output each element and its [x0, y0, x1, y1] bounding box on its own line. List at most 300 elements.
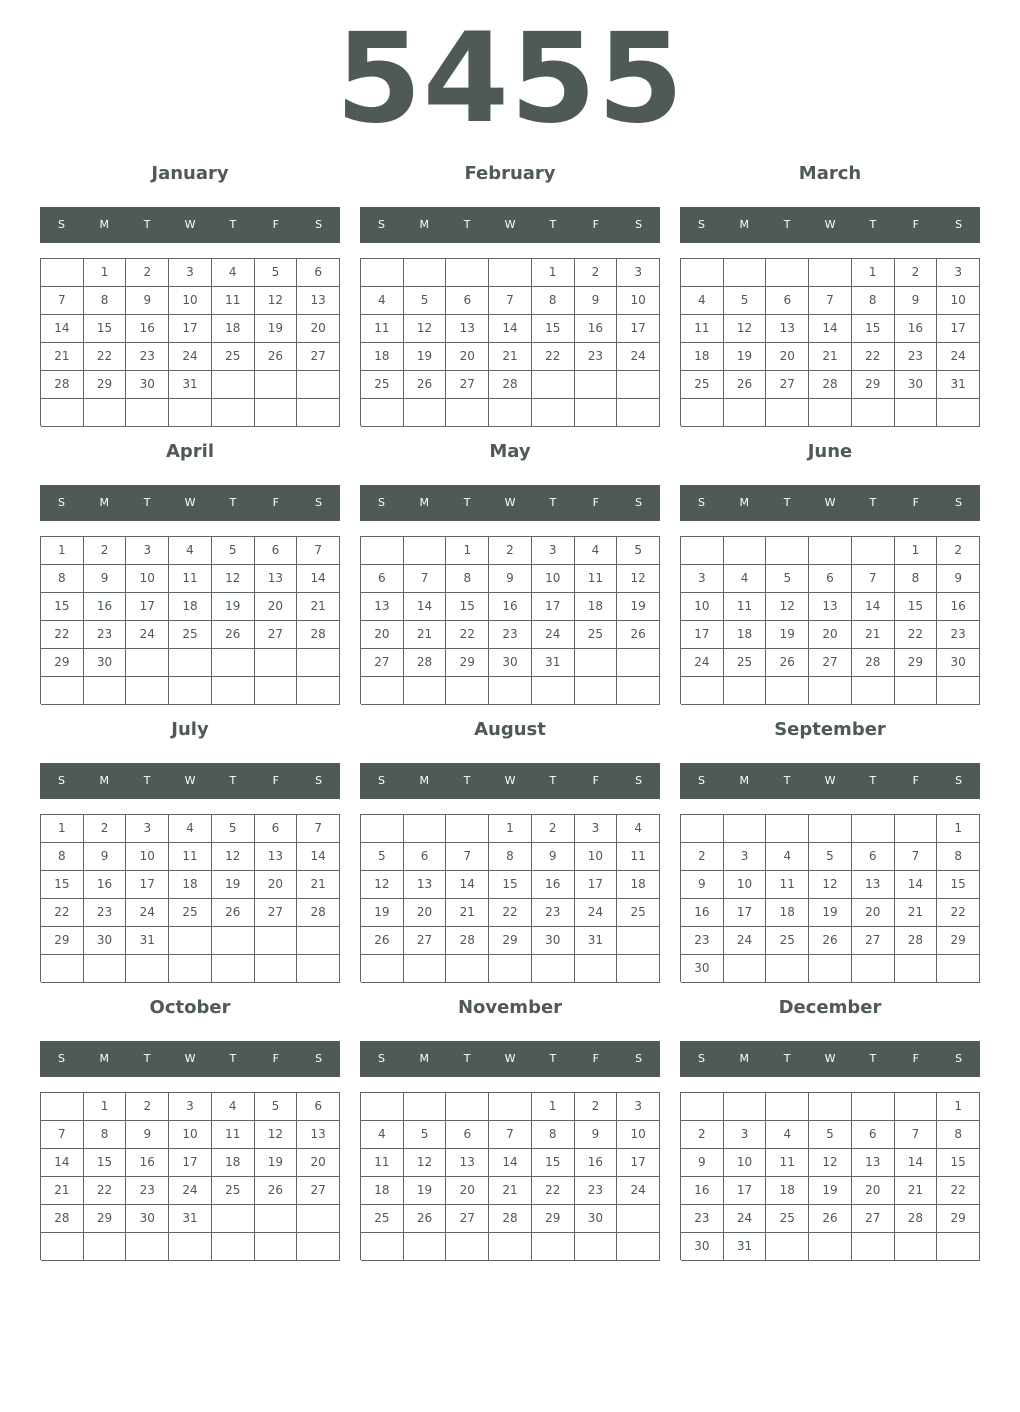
day-cell[interactable]: 30 [126, 371, 169, 399]
day-cell[interactable]: 2 [126, 1093, 169, 1121]
day-cell[interactable]: 27 [404, 927, 447, 955]
day-cell[interactable]: 17 [575, 871, 618, 899]
day-cell[interactable]: 2 [575, 259, 618, 287]
day-cell[interactable]: 5 [404, 287, 447, 315]
day-cell[interactable]: 9 [937, 565, 980, 593]
day-cell[interactable]: 15 [532, 1149, 575, 1177]
day-cell[interactable]: 8 [41, 565, 84, 593]
day-cell[interactable]: 4 [766, 1121, 809, 1149]
day-cell[interactable]: 18 [361, 343, 404, 371]
day-cell[interactable]: 3 [617, 1093, 660, 1121]
day-cell[interactable]: 25 [766, 927, 809, 955]
day-cell[interactable]: 15 [84, 1149, 127, 1177]
day-cell[interactable]: 11 [766, 1149, 809, 1177]
day-cell[interactable]: 12 [404, 1149, 447, 1177]
day-cell[interactable]: 12 [255, 287, 298, 315]
day-cell[interactable]: 3 [724, 1121, 767, 1149]
day-cell[interactable]: 17 [617, 1149, 660, 1177]
day-cell[interactable]: 21 [41, 1177, 84, 1205]
day-cell[interactable]: 15 [532, 315, 575, 343]
day-cell[interactable]: 19 [212, 871, 255, 899]
day-cell[interactable]: 17 [681, 621, 724, 649]
day-cell[interactable]: 8 [937, 1121, 980, 1149]
day-cell[interactable]: 4 [169, 815, 212, 843]
day-cell[interactable]: 12 [809, 1149, 852, 1177]
day-cell[interactable]: 11 [212, 287, 255, 315]
day-cell[interactable]: 10 [617, 287, 660, 315]
day-cell[interactable]: 8 [532, 1121, 575, 1149]
day-cell[interactable]: 20 [766, 343, 809, 371]
day-cell[interactable]: 1 [84, 1093, 127, 1121]
day-cell[interactable]: 8 [84, 287, 127, 315]
day-cell[interactable]: 29 [84, 1205, 127, 1233]
day-cell[interactable]: 31 [575, 927, 618, 955]
day-cell[interactable]: 10 [169, 287, 212, 315]
day-cell[interactable]: 15 [895, 593, 938, 621]
day-cell[interactable]: 23 [575, 1177, 618, 1205]
day-cell[interactable]: 19 [809, 899, 852, 927]
day-cell[interactable]: 11 [212, 1121, 255, 1149]
day-cell[interactable]: 18 [575, 593, 618, 621]
day-cell[interactable]: 1 [84, 259, 127, 287]
day-cell[interactable]: 13 [297, 287, 340, 315]
day-cell[interactable]: 25 [361, 1205, 404, 1233]
day-cell[interactable]: 12 [404, 315, 447, 343]
day-cell[interactable]: 14 [404, 593, 447, 621]
day-cell[interactable]: 13 [809, 593, 852, 621]
day-cell[interactable]: 6 [255, 537, 298, 565]
day-cell[interactable]: 22 [937, 899, 980, 927]
day-cell[interactable]: 9 [681, 1149, 724, 1177]
day-cell[interactable]: 1 [41, 537, 84, 565]
day-cell[interactable]: 23 [84, 621, 127, 649]
day-cell[interactable]: 31 [169, 371, 212, 399]
day-cell[interactable]: 23 [681, 1205, 724, 1233]
day-cell[interactable]: 5 [212, 537, 255, 565]
day-cell[interactable]: 23 [681, 927, 724, 955]
day-cell[interactable]: 2 [895, 259, 938, 287]
day-cell[interactable]: 26 [766, 649, 809, 677]
day-cell[interactable]: 10 [617, 1121, 660, 1149]
day-cell[interactable]: 20 [446, 1177, 489, 1205]
day-cell[interactable]: 7 [41, 287, 84, 315]
day-cell[interactable]: 16 [84, 593, 127, 621]
day-cell[interactable]: 26 [361, 927, 404, 955]
day-cell[interactable]: 11 [361, 315, 404, 343]
day-cell[interactable]: 16 [575, 315, 618, 343]
day-cell[interactable]: 27 [297, 1177, 340, 1205]
day-cell[interactable]: 16 [575, 1149, 618, 1177]
day-cell[interactable]: 25 [212, 1177, 255, 1205]
day-cell[interactable]: 5 [809, 1121, 852, 1149]
day-cell[interactable]: 11 [724, 593, 767, 621]
day-cell[interactable]: 13 [446, 1149, 489, 1177]
day-cell[interactable]: 25 [766, 1205, 809, 1233]
day-cell[interactable]: 25 [575, 621, 618, 649]
day-cell[interactable]: 9 [681, 871, 724, 899]
day-cell[interactable]: 16 [937, 593, 980, 621]
day-cell[interactable]: 8 [84, 1121, 127, 1149]
day-cell[interactable]: 20 [404, 899, 447, 927]
day-cell[interactable]: 18 [681, 343, 724, 371]
day-cell[interactable]: 1 [489, 815, 532, 843]
day-cell[interactable]: 3 [532, 537, 575, 565]
day-cell[interactable]: 29 [41, 649, 84, 677]
day-cell[interactable]: 19 [255, 315, 298, 343]
day-cell[interactable]: 6 [255, 815, 298, 843]
day-cell[interactable]: 16 [126, 1149, 169, 1177]
day-cell[interactable]: 15 [937, 871, 980, 899]
day-cell[interactable]: 14 [446, 871, 489, 899]
day-cell[interactable]: 27 [446, 371, 489, 399]
day-cell[interactable]: 16 [895, 315, 938, 343]
day-cell[interactable]: 21 [809, 343, 852, 371]
day-cell[interactable]: 21 [895, 1177, 938, 1205]
day-cell[interactable]: 15 [852, 315, 895, 343]
day-cell[interactable]: 17 [169, 1149, 212, 1177]
day-cell[interactable]: 4 [212, 259, 255, 287]
day-cell[interactable]: 1 [852, 259, 895, 287]
day-cell[interactable]: 31 [169, 1205, 212, 1233]
day-cell[interactable]: 13 [297, 1121, 340, 1149]
day-cell[interactable]: 4 [724, 565, 767, 593]
day-cell[interactable]: 26 [404, 371, 447, 399]
day-cell[interactable]: 15 [84, 315, 127, 343]
day-cell[interactable]: 3 [126, 537, 169, 565]
day-cell[interactable]: 26 [617, 621, 660, 649]
day-cell[interactable]: 11 [617, 843, 660, 871]
day-cell[interactable]: 3 [937, 259, 980, 287]
day-cell[interactable]: 22 [41, 899, 84, 927]
day-cell[interactable]: 26 [809, 927, 852, 955]
day-cell[interactable]: 13 [766, 315, 809, 343]
day-cell[interactable]: 17 [169, 315, 212, 343]
day-cell[interactable]: 10 [681, 593, 724, 621]
day-cell[interactable]: 24 [532, 621, 575, 649]
day-cell[interactable]: 7 [895, 843, 938, 871]
day-cell[interactable]: 16 [681, 1177, 724, 1205]
day-cell[interactable]: 12 [724, 315, 767, 343]
day-cell[interactable]: 11 [169, 565, 212, 593]
day-cell[interactable]: 8 [895, 565, 938, 593]
day-cell[interactable]: 4 [681, 287, 724, 315]
day-cell[interactable]: 9 [126, 1121, 169, 1149]
day-cell[interactable]: 3 [126, 815, 169, 843]
day-cell[interactable]: 19 [404, 1177, 447, 1205]
day-cell[interactable]: 14 [297, 565, 340, 593]
day-cell[interactable]: 3 [681, 565, 724, 593]
day-cell[interactable]: 21 [489, 1177, 532, 1205]
day-cell[interactable]: 12 [255, 1121, 298, 1149]
day-cell[interactable]: 23 [532, 899, 575, 927]
day-cell[interactable]: 5 [255, 1093, 298, 1121]
day-cell[interactable]: 19 [361, 899, 404, 927]
day-cell[interactable]: 28 [404, 649, 447, 677]
day-cell[interactable]: 30 [937, 649, 980, 677]
day-cell[interactable]: 29 [532, 1205, 575, 1233]
day-cell[interactable]: 25 [681, 371, 724, 399]
day-cell[interactable]: 6 [446, 1121, 489, 1149]
day-cell[interactable]: 9 [895, 287, 938, 315]
day-cell[interactable]: 3 [169, 259, 212, 287]
day-cell[interactable]: 28 [41, 1205, 84, 1233]
day-cell[interactable]: 26 [212, 899, 255, 927]
day-cell[interactable]: 13 [446, 315, 489, 343]
day-cell[interactable]: 27 [361, 649, 404, 677]
day-cell[interactable]: 2 [126, 259, 169, 287]
day-cell[interactable]: 6 [766, 287, 809, 315]
day-cell[interactable]: 21 [41, 343, 84, 371]
day-cell[interactable]: 8 [937, 843, 980, 871]
day-cell[interactable]: 24 [937, 343, 980, 371]
day-cell[interactable]: 24 [724, 927, 767, 955]
day-cell[interactable]: 2 [681, 843, 724, 871]
day-cell[interactable]: 17 [617, 315, 660, 343]
day-cell[interactable]: 14 [41, 1149, 84, 1177]
day-cell[interactable]: 26 [724, 371, 767, 399]
day-cell[interactable]: 22 [446, 621, 489, 649]
day-cell[interactable]: 10 [532, 565, 575, 593]
day-cell[interactable]: 3 [617, 259, 660, 287]
day-cell[interactable]: 17 [126, 871, 169, 899]
day-cell[interactable]: 6 [297, 259, 340, 287]
day-cell[interactable]: 17 [937, 315, 980, 343]
day-cell[interactable]: 4 [766, 843, 809, 871]
day-cell[interactable]: 29 [84, 371, 127, 399]
day-cell[interactable]: 28 [489, 371, 532, 399]
day-cell[interactable]: 1 [446, 537, 489, 565]
day-cell[interactable]: 4 [169, 537, 212, 565]
day-cell[interactable]: 25 [617, 899, 660, 927]
day-cell[interactable]: 27 [766, 371, 809, 399]
day-cell[interactable]: 20 [809, 621, 852, 649]
day-cell[interactable]: 13 [255, 843, 298, 871]
day-cell[interactable]: 9 [575, 287, 618, 315]
day-cell[interactable]: 26 [255, 1177, 298, 1205]
day-cell[interactable]: 12 [361, 871, 404, 899]
day-cell[interactable]: 22 [895, 621, 938, 649]
day-cell[interactable]: 19 [255, 1149, 298, 1177]
day-cell[interactable]: 31 [126, 927, 169, 955]
day-cell[interactable]: 2 [937, 537, 980, 565]
day-cell[interactable]: 5 [766, 565, 809, 593]
day-cell[interactable]: 27 [852, 1205, 895, 1233]
day-cell[interactable]: 14 [852, 593, 895, 621]
day-cell[interactable]: 20 [255, 871, 298, 899]
day-cell[interactable]: 19 [404, 343, 447, 371]
day-cell[interactable]: 10 [126, 565, 169, 593]
day-cell[interactable]: 30 [681, 1233, 724, 1261]
day-cell[interactable]: 22 [84, 1177, 127, 1205]
day-cell[interactable]: 30 [84, 649, 127, 677]
day-cell[interactable]: 3 [169, 1093, 212, 1121]
day-cell[interactable]: 10 [575, 843, 618, 871]
day-cell[interactable]: 8 [852, 287, 895, 315]
day-cell[interactable]: 23 [126, 343, 169, 371]
day-cell[interactable]: 30 [84, 927, 127, 955]
day-cell[interactable]: 8 [532, 287, 575, 315]
day-cell[interactable]: 6 [446, 287, 489, 315]
day-cell[interactable]: 6 [297, 1093, 340, 1121]
day-cell[interactable]: 25 [212, 343, 255, 371]
day-cell[interactable]: 19 [617, 593, 660, 621]
day-cell[interactable]: 21 [404, 621, 447, 649]
day-cell[interactable]: 28 [895, 927, 938, 955]
day-cell[interactable]: 15 [937, 1149, 980, 1177]
day-cell[interactable]: 9 [575, 1121, 618, 1149]
day-cell[interactable]: 21 [852, 621, 895, 649]
day-cell[interactable]: 24 [126, 899, 169, 927]
day-cell[interactable]: 13 [361, 593, 404, 621]
day-cell[interactable]: 29 [852, 371, 895, 399]
day-cell[interactable]: 18 [212, 315, 255, 343]
day-cell[interactable]: 8 [489, 843, 532, 871]
day-cell[interactable]: 7 [489, 1121, 532, 1149]
day-cell[interactable]: 27 [255, 621, 298, 649]
day-cell[interactable]: 13 [404, 871, 447, 899]
day-cell[interactable]: 22 [532, 1177, 575, 1205]
day-cell[interactable]: 21 [446, 899, 489, 927]
day-cell[interactable]: 24 [617, 1177, 660, 1205]
day-cell[interactable]: 26 [404, 1205, 447, 1233]
day-cell[interactable]: 15 [41, 593, 84, 621]
day-cell[interactable]: 10 [126, 843, 169, 871]
day-cell[interactable]: 19 [212, 593, 255, 621]
day-cell[interactable]: 21 [297, 593, 340, 621]
day-cell[interactable]: 13 [255, 565, 298, 593]
day-cell[interactable]: 3 [724, 843, 767, 871]
day-cell[interactable]: 17 [532, 593, 575, 621]
day-cell[interactable]: 11 [681, 315, 724, 343]
day-cell[interactable]: 27 [255, 899, 298, 927]
day-cell[interactable]: 21 [297, 871, 340, 899]
day-cell[interactable]: 9 [126, 287, 169, 315]
day-cell[interactable]: 11 [766, 871, 809, 899]
day-cell[interactable]: 24 [575, 899, 618, 927]
day-cell[interactable]: 8 [446, 565, 489, 593]
day-cell[interactable]: 23 [895, 343, 938, 371]
day-cell[interactable]: 1 [41, 815, 84, 843]
day-cell[interactable]: 28 [41, 371, 84, 399]
day-cell[interactable]: 7 [297, 815, 340, 843]
day-cell[interactable]: 26 [255, 343, 298, 371]
day-cell[interactable]: 10 [937, 287, 980, 315]
day-cell[interactable]: 22 [84, 343, 127, 371]
day-cell[interactable]: 24 [617, 343, 660, 371]
day-cell[interactable]: 27 [809, 649, 852, 677]
day-cell[interactable]: 12 [212, 843, 255, 871]
day-cell[interactable]: 2 [532, 815, 575, 843]
day-cell[interactable]: 1 [937, 815, 980, 843]
day-cell[interactable]: 28 [297, 899, 340, 927]
day-cell[interactable]: 29 [895, 649, 938, 677]
day-cell[interactable]: 6 [809, 565, 852, 593]
day-cell[interactable]: 4 [617, 815, 660, 843]
day-cell[interactable]: 6 [852, 1121, 895, 1149]
day-cell[interactable]: 27 [446, 1205, 489, 1233]
day-cell[interactable]: 7 [41, 1121, 84, 1149]
day-cell[interactable]: 17 [724, 1177, 767, 1205]
day-cell[interactable]: 17 [724, 899, 767, 927]
day-cell[interactable]: 19 [766, 621, 809, 649]
day-cell[interactable]: 18 [724, 621, 767, 649]
day-cell[interactable]: 29 [937, 927, 980, 955]
day-cell[interactable]: 17 [126, 593, 169, 621]
day-cell[interactable]: 4 [212, 1093, 255, 1121]
day-cell[interactable]: 18 [361, 1177, 404, 1205]
day-cell[interactable]: 4 [361, 287, 404, 315]
day-cell[interactable]: 7 [852, 565, 895, 593]
day-cell[interactable]: 26 [809, 1205, 852, 1233]
day-cell[interactable]: 1 [532, 1093, 575, 1121]
day-cell[interactable]: 27 [852, 927, 895, 955]
day-cell[interactable]: 6 [404, 843, 447, 871]
day-cell[interactable]: 2 [84, 815, 127, 843]
day-cell[interactable]: 22 [852, 343, 895, 371]
day-cell[interactable]: 3 [575, 815, 618, 843]
day-cell[interactable]: 5 [617, 537, 660, 565]
day-cell[interactable]: 14 [297, 843, 340, 871]
day-cell[interactable]: 28 [489, 1205, 532, 1233]
day-cell[interactable]: 6 [361, 565, 404, 593]
day-cell[interactable]: 31 [532, 649, 575, 677]
day-cell[interactable]: 11 [169, 843, 212, 871]
day-cell[interactable]: 23 [126, 1177, 169, 1205]
day-cell[interactable]: 29 [41, 927, 84, 955]
day-cell[interactable]: 28 [446, 927, 489, 955]
day-cell[interactable]: 23 [575, 343, 618, 371]
day-cell[interactable]: 31 [937, 371, 980, 399]
day-cell[interactable]: 5 [809, 843, 852, 871]
day-cell[interactable]: 2 [681, 1121, 724, 1149]
day-cell[interactable]: 10 [724, 871, 767, 899]
day-cell[interactable]: 7 [404, 565, 447, 593]
day-cell[interactable]: 25 [724, 649, 767, 677]
day-cell[interactable]: 20 [297, 315, 340, 343]
day-cell[interactable]: 5 [361, 843, 404, 871]
day-cell[interactable]: 25 [169, 621, 212, 649]
day-cell[interactable]: 21 [895, 899, 938, 927]
day-cell[interactable]: 30 [489, 649, 532, 677]
day-cell[interactable]: 16 [532, 871, 575, 899]
day-cell[interactable]: 2 [575, 1093, 618, 1121]
day-cell[interactable]: 8 [41, 843, 84, 871]
day-cell[interactable]: 4 [361, 1121, 404, 1149]
day-cell[interactable]: 18 [212, 1149, 255, 1177]
day-cell[interactable]: 16 [84, 871, 127, 899]
day-cell[interactable]: 20 [446, 343, 489, 371]
day-cell[interactable]: 22 [41, 621, 84, 649]
day-cell[interactable]: 20 [852, 899, 895, 927]
day-cell[interactable]: 4 [575, 537, 618, 565]
day-cell[interactable]: 22 [937, 1177, 980, 1205]
day-cell[interactable]: 24 [681, 649, 724, 677]
day-cell[interactable]: 13 [852, 871, 895, 899]
day-cell[interactable]: 30 [895, 371, 938, 399]
day-cell[interactable]: 24 [169, 1177, 212, 1205]
day-cell[interactable]: 1 [532, 259, 575, 287]
day-cell[interactable]: 6 [852, 843, 895, 871]
day-cell[interactable]: 12 [617, 565, 660, 593]
day-cell[interactable]: 15 [446, 593, 489, 621]
day-cell[interactable]: 29 [446, 649, 489, 677]
day-cell[interactable]: 1 [937, 1093, 980, 1121]
day-cell[interactable]: 20 [852, 1177, 895, 1205]
day-cell[interactable]: 28 [852, 649, 895, 677]
day-cell[interactable]: 1 [895, 537, 938, 565]
day-cell[interactable]: 2 [489, 537, 532, 565]
day-cell[interactable]: 22 [489, 899, 532, 927]
